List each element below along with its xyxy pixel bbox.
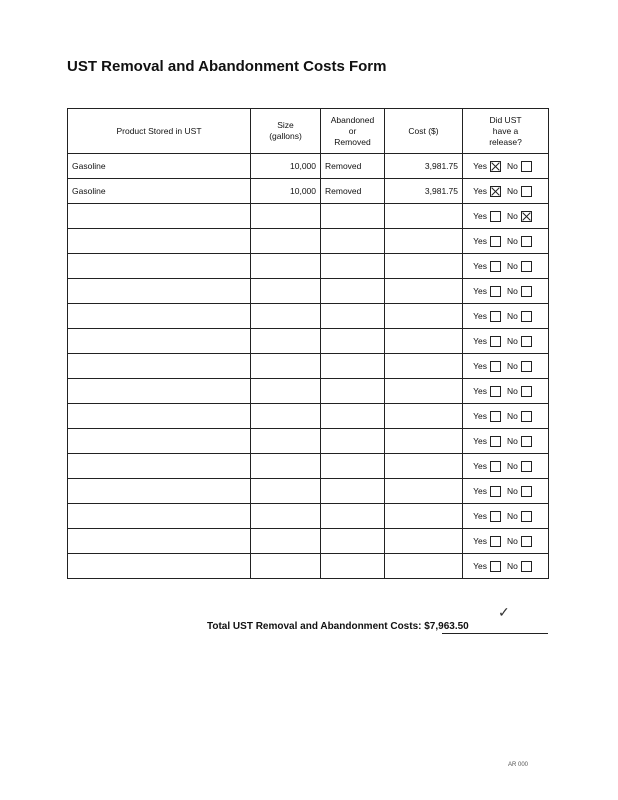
table-row: [68, 279, 549, 304]
product-cell[interactable]: [68, 229, 251, 254]
release-yes-label: Yes: [473, 561, 487, 572]
status-cell[interactable]: [321, 329, 385, 354]
table-body: [68, 154, 549, 579]
table-row: [68, 304, 549, 329]
release-yes-label: Yes: [473, 261, 487, 272]
status-cell[interactable]: Removed: [321, 179, 385, 204]
release-yes-label: Yes: [473, 386, 487, 397]
form-title: UST Removal and Abandonment Costs Form: [67, 58, 387, 75]
cost-cell[interactable]: [385, 454, 463, 479]
release-yes-checkbox[interactable]: [490, 536, 501, 547]
release-no-checkbox[interactable]: [521, 511, 532, 522]
release-yes-label: Yes: [473, 361, 487, 372]
release-cell: [463, 329, 549, 354]
cost-cell[interactable]: [385, 379, 463, 404]
release-cell: [463, 379, 549, 404]
release-cell: [463, 154, 549, 179]
release-no-label: No: [507, 161, 518, 172]
cost-cell[interactable]: 3,981.75: [385, 154, 463, 179]
release-yes-label: Yes: [473, 411, 487, 422]
release-no-checkbox[interactable]: [521, 186, 532, 197]
table-row: [68, 454, 549, 479]
size-cell[interactable]: [251, 554, 321, 579]
release-cell: [463, 229, 549, 254]
size-cell[interactable]: [251, 529, 321, 554]
header-release: Did UST have a release?: [463, 109, 549, 154]
release-no-checkbox[interactable]: [521, 311, 532, 322]
release-no-label: No: [507, 486, 518, 497]
release-no-checkbox[interactable]: [521, 211, 532, 222]
release-no-checkbox[interactable]: [521, 286, 532, 297]
total-costs: [207, 621, 469, 632]
product-cell[interactable]: [68, 429, 251, 454]
release-cell: [463, 304, 549, 329]
size-cell[interactable]: [251, 304, 321, 329]
release-no-checkbox[interactable]: [521, 436, 532, 447]
size-cell[interactable]: [251, 329, 321, 354]
status-cell[interactable]: [321, 454, 385, 479]
release-no-checkbox[interactable]: [521, 411, 532, 422]
product-cell[interactable]: [68, 529, 251, 554]
cost-cell[interactable]: [385, 404, 463, 429]
release-yes-checkbox[interactable]: [490, 336, 501, 347]
product-cell[interactable]: [68, 304, 251, 329]
product-cell[interactable]: [68, 504, 251, 529]
release-yes-checkbox[interactable]: [490, 186, 501, 197]
release-yes-label: Yes: [473, 536, 487, 547]
release-yes-checkbox[interactable]: [490, 411, 501, 422]
product-cell[interactable]: [68, 204, 251, 229]
size-cell[interactable]: 10,000: [251, 154, 321, 179]
status-cell[interactable]: [321, 204, 385, 229]
release-yes-checkbox[interactable]: [490, 261, 501, 272]
product-cell[interactable]: [68, 554, 251, 579]
product-cell[interactable]: [68, 379, 251, 404]
release-yes-checkbox[interactable]: [490, 436, 501, 447]
release-yes-checkbox[interactable]: [490, 561, 501, 572]
release-no-checkbox[interactable]: [521, 536, 532, 547]
release-yes-checkbox[interactable]: [490, 511, 501, 522]
release-no-label: No: [507, 386, 518, 397]
product-cell[interactable]: [68, 254, 251, 279]
size-cell[interactable]: [251, 479, 321, 504]
release-no-checkbox[interactable]: [521, 336, 532, 347]
table-row: [68, 254, 549, 279]
release-cell: [463, 529, 549, 554]
status-cell[interactable]: [321, 429, 385, 454]
table-row: [68, 354, 549, 379]
release-no-label: No: [507, 436, 518, 447]
status-cell[interactable]: [321, 404, 385, 429]
release-yes-checkbox[interactable]: [490, 161, 501, 172]
release-no-checkbox[interactable]: [521, 261, 532, 272]
table-row: [68, 329, 549, 354]
checkmark-icon: ✓: [498, 604, 510, 620]
size-cell[interactable]: [251, 429, 321, 454]
release-yes-label: Yes: [473, 286, 487, 297]
release-no-label: No: [507, 311, 518, 322]
release-yes-checkbox[interactable]: [490, 461, 501, 472]
size-cell[interactable]: [251, 404, 321, 429]
release-no-label: No: [507, 236, 518, 247]
release-cell: [463, 279, 549, 304]
release-yes-label: Yes: [473, 511, 487, 522]
status-cell[interactable]: [321, 479, 385, 504]
table-row: [68, 379, 549, 404]
status-cell[interactable]: [321, 504, 385, 529]
release-no-checkbox[interactable]: [521, 161, 532, 172]
header-product: Product Stored in UST: [68, 109, 251, 154]
release-no-label: No: [507, 286, 518, 297]
status-cell[interactable]: [321, 554, 385, 579]
status-cell[interactable]: [321, 354, 385, 379]
release-yes-label: Yes: [473, 336, 487, 347]
release-yes-checkbox[interactable]: [490, 211, 501, 222]
total-underline: [442, 633, 548, 634]
status-cell[interactable]: [321, 304, 385, 329]
cost-cell[interactable]: [385, 429, 463, 454]
size-cell[interactable]: [251, 379, 321, 404]
release-no-label: No: [507, 411, 518, 422]
total-value: $7,963.50: [424, 621, 469, 632]
status-cell[interactable]: [321, 279, 385, 304]
release-cell: [463, 404, 549, 429]
release-yes-label: Yes: [473, 236, 487, 247]
product-cell[interactable]: [68, 454, 251, 479]
cost-cell[interactable]: 3,981.75: [385, 179, 463, 204]
cost-cell[interactable]: [385, 304, 463, 329]
product-cell[interactable]: [68, 279, 251, 304]
release-cell: [463, 479, 549, 504]
table-row: [68, 504, 549, 529]
page-code: AR 000: [508, 762, 529, 768]
table-row: [68, 554, 549, 579]
size-cell[interactable]: [251, 279, 321, 304]
status-cell[interactable]: Removed: [321, 154, 385, 179]
product-cell[interactable]: [68, 479, 251, 504]
table-row: [68, 229, 549, 254]
size-cell[interactable]: [251, 504, 321, 529]
cost-cell[interactable]: [385, 254, 463, 279]
table-row: [68, 154, 549, 179]
release-no-label: No: [507, 536, 518, 547]
table-row: [68, 529, 549, 554]
cost-cell[interactable]: [385, 479, 463, 504]
total-label: Total UST Removal and Abandonment Costs:: [207, 621, 422, 632]
product-cell[interactable]: [68, 354, 251, 379]
ust-costs-table: [67, 108, 549, 579]
release-no-label: No: [507, 211, 518, 222]
release-yes-label: Yes: [473, 461, 487, 472]
cost-cell[interactable]: [385, 204, 463, 229]
release-no-checkbox[interactable]: [521, 386, 532, 397]
release-yes-checkbox[interactable]: [490, 286, 501, 297]
release-no-label: No: [507, 361, 518, 372]
table-row: [68, 179, 549, 204]
release-no-label: No: [507, 261, 518, 272]
release-yes-label: Yes: [473, 186, 487, 197]
size-cell[interactable]: [251, 254, 321, 279]
size-cell[interactable]: 10,000: [251, 179, 321, 204]
release-yes-label: Yes: [473, 436, 487, 447]
cost-cell[interactable]: [385, 529, 463, 554]
release-yes-checkbox[interactable]: [490, 311, 501, 322]
release-cell: [463, 504, 549, 529]
release-cell: [463, 429, 549, 454]
cost-cell[interactable]: [385, 279, 463, 304]
release-cell: [463, 179, 549, 204]
status-cell[interactable]: [321, 529, 385, 554]
release-no-checkbox[interactable]: [521, 461, 532, 472]
release-no-checkbox[interactable]: [521, 236, 532, 247]
release-yes-label: Yes: [473, 311, 487, 322]
release-yes-checkbox[interactable]: [490, 486, 501, 497]
release-cell: [463, 254, 549, 279]
table-row: [68, 429, 549, 454]
release-no-checkbox[interactable]: [521, 486, 532, 497]
release-cell: [463, 454, 549, 479]
product-cell[interactable]: Gasoline: [68, 179, 251, 204]
header-size: Size (gallons): [251, 109, 321, 154]
cost-cell[interactable]: [385, 504, 463, 529]
size-cell[interactable]: [251, 454, 321, 479]
header-cost: Cost ($): [385, 109, 463, 154]
cost-cell[interactable]: [385, 329, 463, 354]
release-no-label: No: [507, 511, 518, 522]
product-cell[interactable]: [68, 404, 251, 429]
cost-cell[interactable]: [385, 229, 463, 254]
size-cell[interactable]: [251, 354, 321, 379]
release-yes-label: Yes: [473, 211, 487, 222]
table-row: [68, 404, 549, 429]
release-yes-label: Yes: [473, 161, 487, 172]
cost-cell[interactable]: [385, 554, 463, 579]
header-abandoned-or-removed: Abandoned or Removed: [321, 109, 385, 154]
status-cell[interactable]: [321, 254, 385, 279]
product-cell[interactable]: [68, 329, 251, 354]
release-yes-checkbox[interactable]: [490, 236, 501, 247]
release-no-label: No: [507, 336, 518, 347]
table-header-row: [68, 109, 549, 154]
release-yes-label: Yes: [473, 486, 487, 497]
release-no-label: No: [507, 561, 518, 572]
release-yes-checkbox[interactable]: [490, 361, 501, 372]
status-cell[interactable]: [321, 229, 385, 254]
release-no-label: No: [507, 186, 518, 197]
size-cell[interactable]: [251, 204, 321, 229]
release-cell: [463, 354, 549, 379]
product-cell[interactable]: Gasoline: [68, 154, 251, 179]
release-cell: [463, 204, 549, 229]
size-cell[interactable]: [251, 229, 321, 254]
release-no-label: No: [507, 461, 518, 472]
release-no-checkbox[interactable]: [521, 561, 532, 572]
table-row: [68, 479, 549, 504]
status-cell[interactable]: [321, 379, 385, 404]
release-cell: [463, 554, 549, 579]
cost-cell[interactable]: [385, 354, 463, 379]
release-no-checkbox[interactable]: [521, 361, 532, 372]
table-row: [68, 204, 549, 229]
release-yes-checkbox[interactable]: [490, 386, 501, 397]
